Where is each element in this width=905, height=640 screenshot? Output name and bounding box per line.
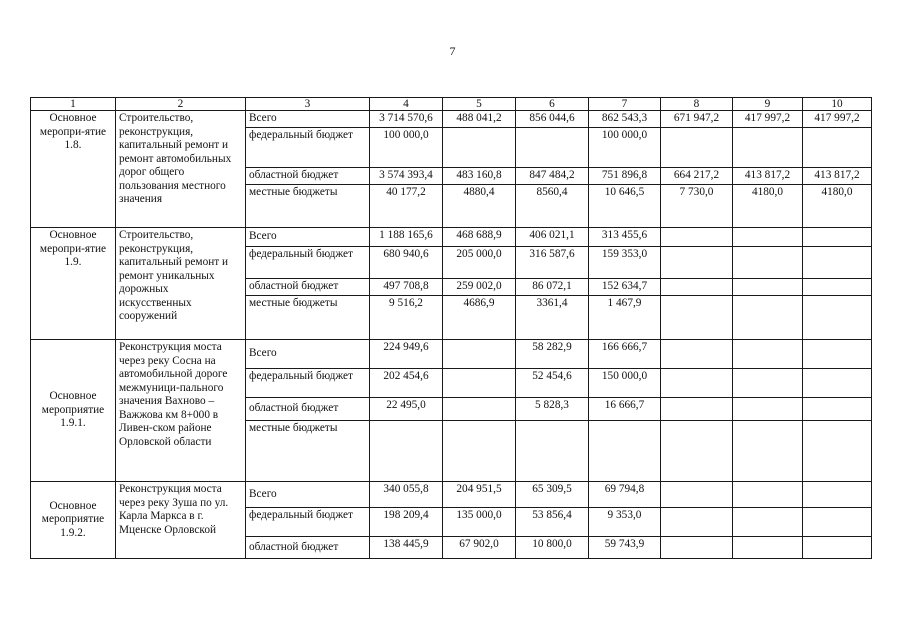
header-cell: 8 bbox=[661, 98, 733, 111]
event-cell: Основное мероприятие 1.9.2. bbox=[31, 482, 116, 559]
value-cell: 9 516,2 bbox=[370, 296, 443, 340]
source-cell: федеральный бюджет bbox=[246, 508, 370, 537]
value-cell: 10 800,0 bbox=[516, 537, 589, 559]
value-cell: 22 495,0 bbox=[370, 398, 443, 421]
value-cell bbox=[516, 128, 589, 168]
header-cell: 10 bbox=[803, 98, 872, 111]
header-cell: 5 bbox=[443, 98, 516, 111]
source-cell: местные бюджеты bbox=[246, 421, 370, 482]
source-cell: областной бюджет bbox=[246, 537, 370, 559]
value-cell: 862 543,3 bbox=[589, 111, 661, 128]
value-cell: 152 634,7 bbox=[589, 279, 661, 296]
value-cell: 680 940,6 bbox=[370, 247, 443, 279]
value-cell: 856 044,6 bbox=[516, 111, 589, 128]
value-cell: 413 817,2 bbox=[733, 168, 803, 185]
value-cell: 671 947,2 bbox=[661, 111, 733, 128]
source-cell: федеральный бюджет bbox=[246, 247, 370, 279]
value-cell: 202 454,6 bbox=[370, 369, 443, 398]
value-cell bbox=[516, 421, 589, 482]
value-cell bbox=[803, 247, 872, 279]
value-cell: 417 997,2 bbox=[733, 111, 803, 128]
description-cell: Строительство, реконструкция, капитальный ремонт и ремонт уникальных дорожных искусственных сооружений bbox=[116, 228, 246, 340]
value-cell: 8560,4 bbox=[516, 185, 589, 228]
value-cell bbox=[589, 421, 661, 482]
value-cell bbox=[803, 421, 872, 482]
description-cell: Строительство, реконструкция, капитальный ремонт и ремонт автомобильных дорог общего пользования местного значения bbox=[116, 111, 246, 228]
value-cell: 3361,4 bbox=[516, 296, 589, 340]
value-cell: 58 282,9 bbox=[516, 340, 589, 369]
value-cell: 4880,4 bbox=[443, 185, 516, 228]
header-cell: 1 bbox=[31, 98, 116, 111]
value-cell: 3 574 393,4 bbox=[370, 168, 443, 185]
value-cell bbox=[733, 279, 803, 296]
value-cell: 159 353,0 bbox=[589, 247, 661, 279]
value-cell: 313 455,6 bbox=[589, 228, 661, 247]
value-cell: 751 896,8 bbox=[589, 168, 661, 185]
value-cell bbox=[661, 482, 733, 508]
value-cell: 69 794,8 bbox=[589, 482, 661, 508]
value-cell bbox=[661, 398, 733, 421]
value-cell bbox=[733, 296, 803, 340]
value-cell: 86 072,1 bbox=[516, 279, 589, 296]
value-cell: 413 817,2 bbox=[803, 168, 872, 185]
value-cell bbox=[661, 279, 733, 296]
source-cell: Всего bbox=[246, 482, 370, 508]
source-cell: областной бюджет bbox=[246, 279, 370, 296]
event-cell: Основное меропри-ятие 1.8. bbox=[31, 111, 116, 228]
value-cell bbox=[803, 279, 872, 296]
value-cell bbox=[733, 482, 803, 508]
value-cell: 205 000,0 bbox=[443, 247, 516, 279]
value-cell: 259 002,0 bbox=[443, 279, 516, 296]
value-cell bbox=[443, 421, 516, 482]
value-cell bbox=[803, 369, 872, 398]
value-cell bbox=[733, 247, 803, 279]
source-cell: местные бюджеты bbox=[246, 185, 370, 228]
table-row bbox=[31, 482, 872, 508]
table-row bbox=[31, 111, 872, 128]
source-cell: Всего bbox=[246, 111, 370, 128]
value-cell: 4686,9 bbox=[443, 296, 516, 340]
value-cell: 316 587,6 bbox=[516, 247, 589, 279]
source-cell: областной бюджет bbox=[246, 398, 370, 421]
value-cell: 65 309,5 bbox=[516, 482, 589, 508]
value-cell bbox=[733, 421, 803, 482]
event-cell: Основное меропри-ятие 1.9. bbox=[31, 228, 116, 340]
source-cell: Всего bbox=[246, 228, 370, 247]
value-cell: 4180,0 bbox=[803, 185, 872, 228]
source-cell: федеральный бюджет bbox=[246, 369, 370, 398]
description-cell: Реконструкция моста через реку Зуша по ул. Карла Маркса в г. Мценске Орловской bbox=[116, 482, 246, 559]
value-cell bbox=[733, 398, 803, 421]
source-cell: областной бюджет bbox=[246, 168, 370, 185]
value-cell: 417 997,2 bbox=[803, 111, 872, 128]
value-cell: 406 021,1 bbox=[516, 228, 589, 247]
value-cell: 224 949,6 bbox=[370, 340, 443, 369]
value-cell: 9 353,0 bbox=[589, 508, 661, 537]
value-cell bbox=[661, 296, 733, 340]
header-cell: 4 bbox=[370, 98, 443, 111]
value-cell: 4180,0 bbox=[733, 185, 803, 228]
value-cell bbox=[803, 508, 872, 537]
value-cell: 10 646,5 bbox=[589, 185, 661, 228]
value-cell bbox=[661, 369, 733, 398]
value-cell: 340 055,8 bbox=[370, 482, 443, 508]
value-cell bbox=[443, 398, 516, 421]
source-cell: местные бюджеты bbox=[246, 296, 370, 340]
value-cell: 5 828,3 bbox=[516, 398, 589, 421]
value-cell: 483 160,8 bbox=[443, 168, 516, 185]
value-cell bbox=[661, 340, 733, 369]
budget-table bbox=[30, 97, 872, 559]
value-cell: 52 454,6 bbox=[516, 369, 589, 398]
value-cell: 7 730,0 bbox=[661, 185, 733, 228]
value-cell: 497 708,8 bbox=[370, 279, 443, 296]
value-cell: 166 666,7 bbox=[589, 340, 661, 369]
value-cell bbox=[733, 369, 803, 398]
value-cell bbox=[733, 128, 803, 168]
value-cell: 100 000,0 bbox=[370, 128, 443, 168]
value-cell bbox=[733, 228, 803, 247]
value-cell bbox=[661, 508, 733, 537]
value-cell: 847 484,2 bbox=[516, 168, 589, 185]
header-cell: 2 bbox=[116, 98, 246, 111]
value-cell bbox=[803, 128, 872, 168]
header-cell: 3 bbox=[246, 98, 370, 111]
value-cell bbox=[803, 340, 872, 369]
value-cell: 16 666,7 bbox=[589, 398, 661, 421]
page-number: 7 bbox=[449, 44, 456, 58]
value-cell: 198 209,4 bbox=[370, 508, 443, 537]
source-cell: Всего bbox=[246, 340, 370, 369]
value-cell bbox=[661, 537, 733, 559]
value-cell: 3 714 570,6 bbox=[370, 111, 443, 128]
value-cell: 664 217,2 bbox=[661, 168, 733, 185]
value-cell: 468 688,9 bbox=[443, 228, 516, 247]
value-cell bbox=[803, 398, 872, 421]
value-cell: 488 041,2 bbox=[443, 111, 516, 128]
header-cell: 9 bbox=[733, 98, 803, 111]
value-cell bbox=[803, 482, 872, 508]
header-cell: 7 bbox=[589, 98, 661, 111]
value-cell: 59 743,9 bbox=[589, 537, 661, 559]
value-cell bbox=[661, 128, 733, 168]
value-cell: 138 445,9 bbox=[370, 537, 443, 559]
value-cell bbox=[661, 421, 733, 482]
value-cell bbox=[803, 537, 872, 559]
header-row bbox=[31, 98, 872, 111]
description-cell: Реконструкция моста через реку Сосна на автомобильной дороге межмуници-пального значения Вахново – Важжова км 8+000 в Ливен-ском районе Орловской области bbox=[116, 340, 246, 482]
value-cell: 1 188 165,6 bbox=[370, 228, 443, 247]
event-cell: Основное мероприятие 1.9.1. bbox=[31, 340, 116, 482]
value-cell: 100 000,0 bbox=[589, 128, 661, 168]
value-cell: 1 467,9 bbox=[589, 296, 661, 340]
value-cell bbox=[370, 421, 443, 482]
value-cell bbox=[733, 537, 803, 559]
value-cell bbox=[733, 508, 803, 537]
value-cell bbox=[443, 128, 516, 168]
value-cell bbox=[443, 369, 516, 398]
value-cell: 135 000,0 bbox=[443, 508, 516, 537]
value-cell bbox=[733, 340, 803, 369]
value-cell: 53 856,4 bbox=[516, 508, 589, 537]
header-cell: 6 bbox=[516, 98, 589, 111]
source-cell: федеральный бюджет bbox=[246, 128, 370, 168]
value-cell bbox=[661, 228, 733, 247]
value-cell bbox=[661, 247, 733, 279]
value-cell: 150 000,0 bbox=[589, 369, 661, 398]
value-cell bbox=[803, 228, 872, 247]
value-cell: 40 177,2 bbox=[370, 185, 443, 228]
value-cell: 67 902,0 bbox=[443, 537, 516, 559]
table-row bbox=[31, 340, 872, 369]
value-cell bbox=[803, 296, 872, 340]
value-cell bbox=[443, 340, 516, 369]
value-cell: 204 951,5 bbox=[443, 482, 516, 508]
table-row bbox=[31, 228, 872, 247]
